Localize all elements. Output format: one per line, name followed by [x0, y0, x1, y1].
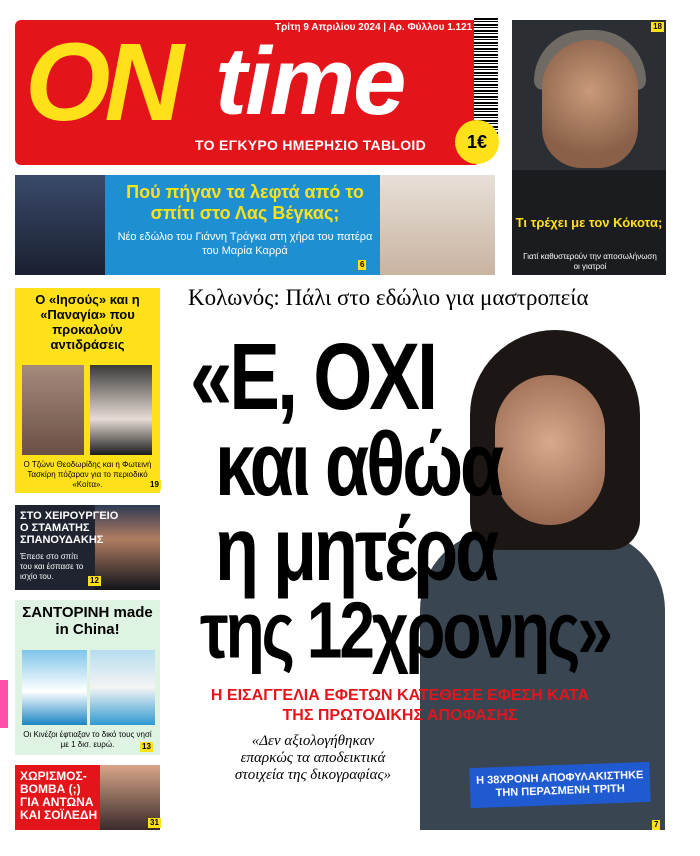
- kokotas-story[interactable]: [512, 20, 666, 275]
- vegas-title: Πού πήγαν τα λεφτά από το σπίτι στο Λας Βέγκας;: [126, 182, 364, 223]
- headline-line-2[interactable]: και αθώα: [215, 415, 502, 515]
- panagia-photo: [90, 365, 152, 455]
- brand-logo-on: ON: [25, 21, 178, 144]
- edge-tab: [0, 680, 8, 728]
- masthead-tagline: ΤΟ ΕΓΚΥΡΟ ΗΜΕΡΗΣΙΟ TABLOID: [195, 137, 426, 153]
- jesus-page: 19: [150, 480, 159, 489]
- santorini-title: ΣΑΝΤΟΡΙΝΗ made in China!: [22, 604, 153, 638]
- vegas-page: 6: [360, 260, 365, 269]
- brand-logo-time: time: [215, 28, 405, 135]
- kokotas-title: Τι τρέχει με τον Κόκοτα;: [515, 215, 663, 230]
- kokotas-subtitle: Γιατί καθυστερούν την αποσωλήνωση οι γιατροί: [523, 252, 657, 271]
- price-badge: 1€: [455, 120, 499, 164]
- spanoudakis-subtitle: Έπεσε στο σπίτι του και έσπασε το ισχίο του.: [20, 552, 84, 581]
- spanoudakis-page: 12: [90, 576, 99, 585]
- main-kicker: Κολωνός: Πάλι στο εδώλιο για μαστροπεία: [188, 285, 589, 310]
- santorini-caption: Οι Κινέζοι έφτιαξαν το δικό τους νησί με 1 δισ. ευρώ.: [23, 730, 152, 749]
- main-page: 7: [654, 820, 659, 829]
- antonas-title: ΧΩΡΙΣΜΟΣ-ΒΟΜΒΑ (;) ΓΙΑ ΑΝΤΩΝΑ ΚΑΙ ΣΟΪΛΕΔΗ: [20, 769, 98, 822]
- headline-line-4[interactable]: της 12χρονης»: [200, 585, 610, 675]
- release-tag: Η 38ΧΡΟΝΗ ΑΠΟΦΥΛΑΚΙΣΤΗΚΕ ΤΗΝ ΠΕΡΑΣΜΕΝΗ ΤΡΙΤΗ: [469, 762, 650, 808]
- antonas-page: 31: [150, 818, 159, 827]
- santorini-photo-1: [22, 650, 87, 725]
- main-subhead: Η ΕΙΣΑΓΓΕΛΙΑ ΕΦΕΤΩΝ ΚΑΤΕΘΕΣΕ ΕΦΕΣΗ ΚΑΤΑ ΤΗΣ ΠΡΩΤΟΔΙΚΗΣ ΑΠΟΦΑΣΗΣ: [210, 687, 590, 724]
- karra-photo: [380, 175, 495, 275]
- tragkas-photo: [15, 175, 105, 275]
- spanoudakis-title: ΣΤΟ ΧΕΙΡΟΥΡΓΕΙΟ Ο ΣΤΑΜΑΤΗΣ ΣΠΑΝΟΥΔΑΚΗΣ: [20, 510, 119, 546]
- jesus-title: Ο «Ιησούς» και η «Παναγία» που προκαλούν αντιδράσεις: [35, 292, 140, 352]
- headline-line-1[interactable]: «Ε, ΟΧΙ: [190, 323, 436, 430]
- jesus-caption: Ο Τζώνυ Θεοδωρίδης και η Φωτεινή Τασκίρη πόζαραν για το περιοδικό «Κοίτα».: [23, 460, 152, 489]
- main-quote: «Δεν αξιολογήθηκαν επαρκώς τα αποδεικτικά στοιχεία της δικογραφίας»: [234, 733, 392, 783]
- kokotas-page: 18: [653, 22, 662, 31]
- face: [495, 375, 605, 525]
- vegas-subtitle: Νέο εδώλιο του Γιάννη Τράγκα στη χήρα του πατέρα του Μαρία Καρρά: [117, 231, 373, 257]
- santorini-photo-2: [90, 650, 155, 725]
- issue-date: Τρίτη 9 Απριλίου 2024 | Αρ. Φύλλου 1.121: [275, 22, 473, 33]
- kokotas-photo: [542, 40, 638, 168]
- santorini-page: 13: [142, 742, 151, 751]
- headline-line-3[interactable]: η μητέρα: [215, 500, 497, 600]
- jesus-photo: [22, 365, 84, 455]
